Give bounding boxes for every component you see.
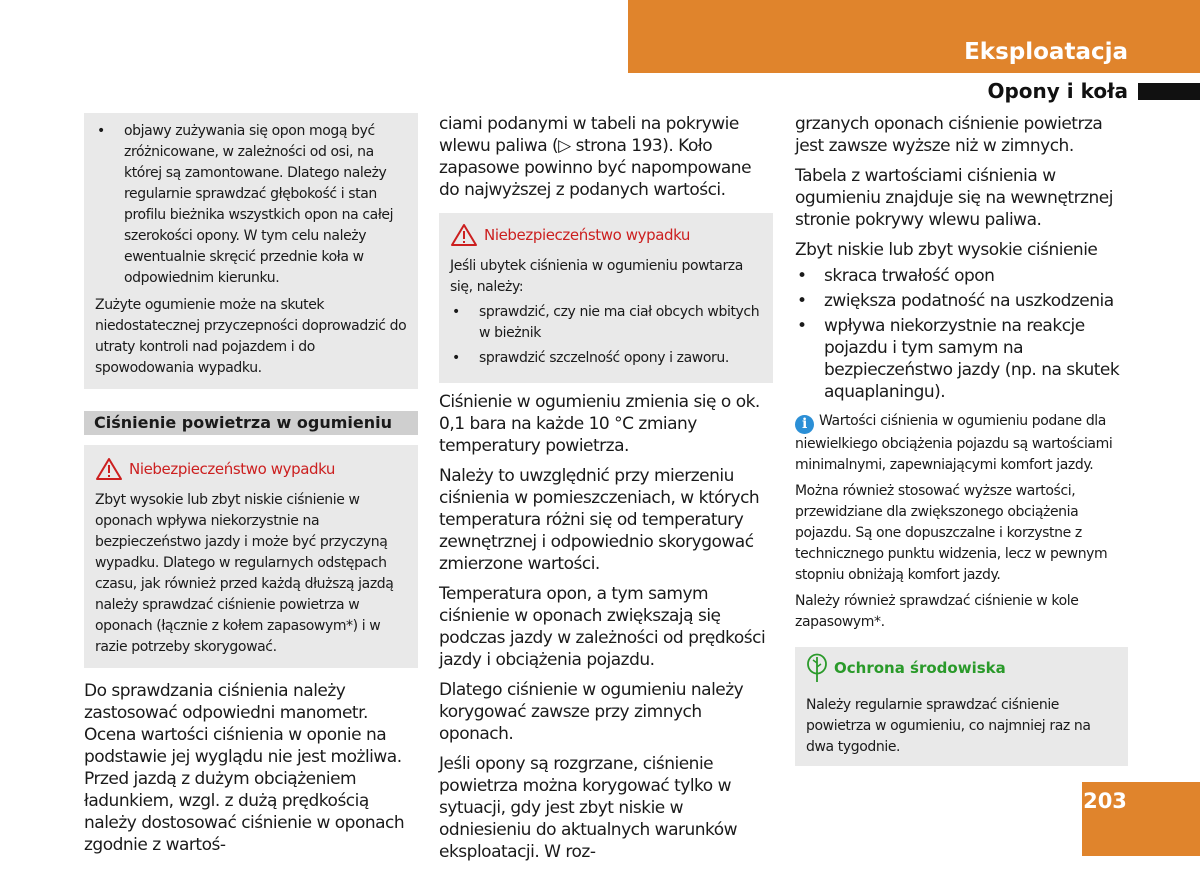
warning-text: Jeśli ubytek ciśnienia w ogumieniu powtarza się, należy: [450,258,743,295]
tire-wear-list [95,121,408,289]
subsection-marker [1138,83,1200,100]
info-paragraph: Należy również sprawdzać ciśnienie w kole zapasowym*. [795,593,1079,630]
warning-list [450,302,763,369]
leaf-icon [806,653,828,683]
bullet-icon: • [797,266,807,286]
body-paragraph: grzanych oponach ciśnienie powietrza jest zawsze wyższe niż w zimnych. [795,114,1103,156]
body-paragraph: Tabela z wartościami ciśnienia w ogumieniu znajduje się na wewnętrznej stronie pokrywy wlewu paliwa. [795,166,1113,230]
bullet-icon: • [797,316,807,336]
environment-box [795,647,1128,766]
body-paragraph: Zbyt niskie lub zbyt wysokie ciśnienie [795,240,1098,260]
tire-wear-box [84,113,418,389]
list-item: • zwiększa podatność na uszkodzenia [797,291,1114,311]
list-item: • objawy zużywania się opon mogą być zróżnicowane, w zależności od osi, na której są zamontowane. Dlatego należy regularnie sprawdzać głębokość i stan profilu bieżnika wszystkich opon na całej szerokości opony. W tym celu należy ewentualnie skręcić przednie koła w odpowiednim kierunku. [97,123,394,286]
environment-heading: Ochrona środowiska [806,653,1118,683]
warning-heading: Niebezpieczeństwo wypadku [95,457,408,481]
info-section [795,411,1128,633]
body-paragraph: Dlatego ciśnienie w ogumieniu należy korygować zawsze przy zimnych oponach. [439,680,744,744]
effects-list [795,265,1128,403]
list-item: • skraca trwałość opon [797,266,995,286]
body-paragraph: Do sprawdzania ciśnienia należy zastosować odpowiedni manometr. Ocena wartości ciśnienia w oponie na podstawie jej wyglądu nie jest możliwa. Przed jazdą z dużym obciążeniem ładunkiem, wzgl. z dużą prędkością należy dostosować ciśnienie w oponach zgodnie z wartoś- [84,681,405,855]
column-1 [84,113,418,864]
page-number: 203 [1083,789,1127,813]
column-2 [439,113,773,871]
body-paragraph: Należy to uwzględnić przy mierzeniu ciśnienia w pomieszczeniach, w których temperatura różni się od temperatury zewnętrznej i odpowiednio skorygować zmierzone wartości. [439,466,760,574]
body-paragraph: ciami podanymi w tabeli na pokrywie wlewu paliwa (▷ strona 193). Koło zapasowe powinno być napompowane do najwyższej z podanych wartości. [439,114,752,200]
subsection-title: Opony i koła [987,79,1128,103]
bullet-icon: • [452,304,460,320]
section-heading: Ciśnienie powietrza w ogumieniu [84,411,418,435]
column-3 [795,113,1128,766]
warning-triangle-icon [95,457,123,481]
section-title: Eksploatacja [964,39,1128,65]
warning-triangle-icon [450,223,478,247]
list-item: • wpływa niekorzystnie na reakcje pojazdu i tym samym na bezpieczeństwo jazdy (np. na skutek aquaplaningu). [797,316,1120,402]
body-paragraph: Jeśli opony są rozgrzane, ciśnienie powietrza można korygować tylko w sytuacji, gdy jest zbyt niskie w odniesieniu do aktualnych warunków eksploatacji. W roz- [439,754,738,862]
info-icon: i [795,415,814,434]
body-text [439,391,773,863]
body-paragraph: Temperatura opon, a tym samym ciśnienie w oponach zwiększają się podczas jazdy w zależności od prędkości jazdy i obciążenia pojazdu. [439,584,766,670]
environment-text: Należy regularnie sprawdzać ciśnienie powietrza w ogumieniu, co najmniej raz na dwa tygodnie. [806,697,1091,755]
body-paragraph: Ciśnienie w ogumieniu zmienia się o ok. 0,1 bara na każde 10 °C zmiany temperatury powietrza. [439,392,760,456]
warning-text: Zbyt wysokie lub zbyt niskie ciśnienie w oponach wpływa niekorzystnie na bezpieczeństwo jazdy i może być przyczyną wypadku. Dlatego w regularnych odstępach czasu, jak również przed każdą dłuższą jazdą należy sprawdzać ciśnienie powietrza w oponach (łącznie z kołem zapasowym*) i w razie potrzeby skorygować. [95,492,394,655]
list-item: • sprawdzić szczelność opony i zaworu. [450,348,763,369]
bullet-icon: • [797,291,807,311]
warning-box [439,213,773,383]
bullet-icon: • [97,123,105,139]
warning-heading: Niebezpieczeństwo wypadku [450,223,763,247]
bullet-icon: • [452,350,460,366]
info-paragraph: i Wartości ciśnienia w ogumieniu podane dla niewielkiego obciążenia pojazdu są wartościami minimalnymi, zapewniającymi komfort jazdy. [795,413,1113,473]
list-item: • sprawdzić, czy nie ma ciał obcych wbitych w bieżnik [452,304,760,341]
tire-wear-note: Zużyte ogumienie może na skutek niedostatecznej przyczepności doprowadzić do utraty kontroli nad pojazdem i do spowodowania wypadku. [95,297,407,376]
warning-box [84,445,418,668]
info-paragraph: Można również stosować wyższe wartości, przewidziane dla zwiększonego obciążenia pojazdu. Są one dopuszczalne i korzystne z technicznego punktu widzenia, lecz w pewnym stopniu obniżają komfort jazdy. [795,483,1108,583]
